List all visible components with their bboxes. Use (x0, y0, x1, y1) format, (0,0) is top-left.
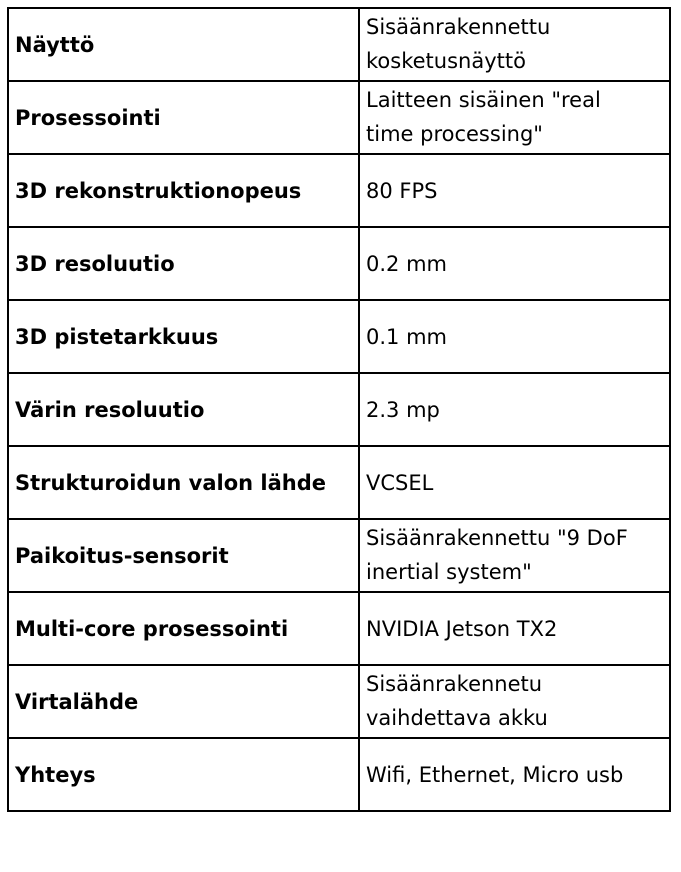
spec-value (359, 519, 670, 592)
spec-label: 3D resoluutio (8, 227, 359, 300)
spec-value-line: Sisäänrakennettu (366, 15, 551, 39)
spec-label: Näyttö (8, 8, 359, 81)
spec-value-line: 0.1 mm (366, 324, 447, 349)
spec-label: Yhteys (8, 738, 359, 811)
spec-label: Virtalähde (8, 665, 359, 738)
spec-value (359, 592, 670, 665)
table-row (8, 373, 670, 446)
spec-value-line: kosketusnäyttö (366, 49, 526, 73)
table-row (8, 446, 670, 519)
table-row (8, 592, 670, 665)
table-row (8, 300, 670, 373)
spec-value (359, 227, 670, 300)
spec-value-line: 80 FPS (366, 178, 438, 203)
spec-label: Strukturoidun valon lähde (8, 446, 359, 519)
spec-value (359, 446, 670, 519)
spec-value-line: inertial system" (366, 560, 532, 584)
spec-value-line: vaihdettava akku (366, 706, 548, 730)
table-row (8, 81, 670, 154)
spec-value (359, 154, 670, 227)
spec-label: Prosessointi (8, 81, 359, 154)
spec-value (359, 81, 670, 154)
spec-value (359, 8, 670, 81)
spec-value (359, 738, 670, 811)
spec-label: Multi-core prosessointi (8, 592, 359, 665)
spec-label: Värin resoluutio (8, 373, 359, 446)
spec-label: 3D rekonstruktionopeus (8, 154, 359, 227)
spec-label: 3D pistetarkkuus (8, 300, 359, 373)
spec-value-line: Wifi, Ethernet, Micro usb (366, 762, 624, 787)
spec-value-line: Laitteen sisäinen "real (366, 88, 601, 112)
spec-value-line: Sisäänrakennetu (366, 672, 543, 696)
table-row (8, 738, 670, 811)
table-row (8, 154, 670, 227)
spec-value (359, 373, 670, 446)
table-row (8, 519, 670, 592)
spec-value-line: time processing" (366, 122, 543, 146)
spec-value-line: 2.3 mp (366, 397, 440, 422)
spec-value-line: VCSEL (366, 470, 434, 495)
spec-value (359, 665, 670, 738)
spec-value-line: Sisäänrakennettu "9 DoF (366, 526, 628, 550)
spec-table (7, 7, 671, 812)
table-row (8, 665, 670, 738)
spec-value-line: 0.2 mm (366, 251, 447, 276)
spec-label: Paikoitus-sensorit (8, 519, 359, 592)
spec-value (359, 300, 670, 373)
table-row (8, 227, 670, 300)
spec-value-line: NVIDIA Jetson TX2 (366, 616, 558, 641)
table-row (8, 8, 670, 81)
